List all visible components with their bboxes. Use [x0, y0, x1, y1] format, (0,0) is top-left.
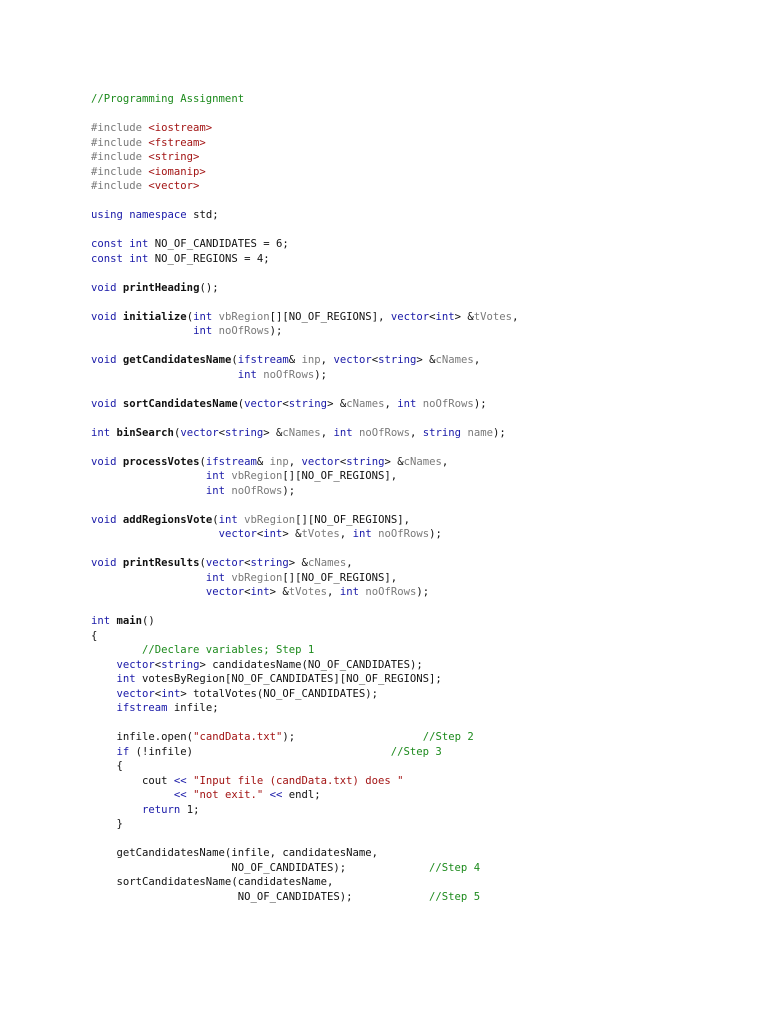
code-line: [91, 716, 518, 731]
parameter-name: name: [467, 426, 493, 439]
function-name: addRegionsVote: [122, 513, 213, 526]
parameter-name: cNames: [282, 426, 321, 439]
parameter-name: noOfRows: [263, 368, 315, 381]
code-text: <: [429, 310, 436, 323]
code-comment: //Declare variables; Step 1: [142, 644, 315, 656]
function-name: sortCandidatesName: [122, 397, 238, 410]
code-text: <: [371, 354, 379, 366]
code-text: ,: [473, 354, 481, 366]
code-text: (: [186, 310, 194, 323]
code-line: [91, 223, 518, 238]
keyword: int: [339, 586, 359, 598]
code-line: [91, 165, 518, 180]
keyword: int: [333, 426, 353, 439]
code-line: [91, 788, 518, 803]
code-text: > &: [416, 354, 436, 366]
code-text: > &: [263, 426, 283, 439]
code-line: [91, 107, 518, 122]
code-text: [91, 789, 174, 801]
operator: <<: [173, 774, 187, 787]
code-text: <: [218, 426, 225, 439]
code-text: <: [256, 528, 264, 540]
code-comment: //Step 4: [429, 861, 481, 874]
keyword: vector: [205, 557, 245, 569]
string-literal: "not exit.": [193, 789, 264, 801]
code-comment: //Step 2: [422, 731, 474, 743]
code-text: (): [142, 615, 155, 627]
code-text: NO_OF_CANDIDATES = 6;: [148, 238, 289, 250]
keyword: void: [91, 455, 117, 468]
code-line: [91, 353, 518, 368]
code-line: [91, 701, 518, 716]
code-text: > &: [454, 310, 474, 323]
operator: <<: [269, 789, 283, 801]
string-literal: "candData.txt": [193, 731, 283, 743]
code-line: [91, 121, 518, 136]
code-text: [91, 325, 193, 337]
code-text: {: [91, 760, 123, 772]
code-text: ,: [320, 426, 334, 439]
keyword: ifstream: [205, 455, 257, 468]
code-text: NO_OF_REGIONS = 4;: [148, 252, 270, 265]
code-text: (: [237, 397, 245, 410]
keyword: void: [91, 397, 117, 410]
keyword: using: [91, 209, 123, 221]
code-text: );: [429, 528, 442, 540]
code-text: (: [212, 513, 219, 526]
code-text: <: [339, 455, 347, 468]
code-line: [91, 513, 518, 528]
code-line: [91, 397, 518, 412]
code-text: (: [173, 426, 181, 439]
header-name: <iomanip>: [148, 165, 206, 178]
keyword: int: [205, 470, 225, 482]
code-text: );: [282, 484, 296, 497]
parameter-name: tVotes: [301, 528, 340, 540]
code-line: [91, 208, 518, 223]
code-text: (!infile): [129, 745, 391, 758]
keyword: void: [91, 310, 117, 323]
code-text: std;: [186, 209, 219, 221]
keyword: int: [205, 571, 225, 584]
parameter-name: noOfRows: [231, 484, 283, 497]
parameter-name: tVotes: [473, 310, 513, 323]
code-comment: //Step 5: [429, 890, 481, 903]
code-text: <: [244, 586, 251, 598]
code-line: [91, 542, 518, 557]
code-text: NO_OF_CANDIDATES);: [91, 861, 430, 874]
code-text: ,: [410, 426, 423, 439]
preprocessor-directive: #include: [91, 122, 149, 134]
keyword: int: [263, 528, 283, 540]
code-line: [91, 382, 518, 397]
code-text: [91, 688, 117, 700]
code-text: [91, 746, 117, 758]
keyword: int: [397, 397, 417, 410]
code-text: getCandidatesName(infile, candidatesName,: [91, 847, 379, 859]
code-line: [91, 745, 518, 760]
keyword: vector: [180, 426, 219, 439]
code-line: [91, 527, 518, 542]
code-text: <: [154, 687, 162, 700]
keyword: return: [142, 803, 181, 816]
code-text: [91, 673, 117, 685]
code-text: <: [154, 658, 162, 671]
code-line: [91, 774, 518, 789]
code-line: [91, 571, 518, 586]
keyword: int: [116, 673, 136, 685]
preprocessor-directive: #include: [91, 151, 149, 163]
keyword: ifstream: [237, 354, 289, 366]
code-text: [][NO_OF_REGIONS],: [282, 470, 398, 482]
code-text: (: [199, 557, 206, 569]
code-text: ,: [346, 557, 353, 569]
operator: <<: [173, 789, 187, 801]
code-text: [][NO_OF_REGIONS],: [282, 571, 398, 584]
preprocessor-directive: #include: [91, 136, 149, 149]
keyword: string: [225, 426, 264, 439]
code-text: <: [244, 557, 251, 569]
parameter-name: noOfRows: [365, 586, 417, 598]
code-text: > &: [384, 455, 404, 468]
keyword: vector: [244, 397, 283, 410]
code-line: [91, 498, 518, 513]
parameter-name: vbRegion: [244, 513, 296, 526]
parameter-name: inp: [301, 354, 321, 366]
parameter-name: noOfRows: [359, 426, 411, 439]
code-line: [91, 730, 518, 745]
keyword: vector: [333, 354, 372, 366]
code-text: );: [473, 397, 487, 410]
string-literal: "Input file (candData.txt) does ": [193, 774, 404, 787]
keyword: string: [378, 354, 417, 366]
code-line: [91, 136, 518, 151]
keyword: int: [237, 368, 257, 381]
keyword: int: [218, 513, 238, 526]
keyword: string: [250, 557, 289, 569]
code-line: [91, 861, 518, 876]
parameter-name: tVotes: [288, 586, 328, 598]
code-line: [91, 600, 518, 615]
code-line: [91, 658, 518, 673]
code-line: [91, 672, 518, 687]
code-line: [91, 252, 518, 267]
keyword: vector: [205, 586, 245, 598]
keyword: const: [91, 238, 123, 250]
keyword: ifstream: [116, 702, 168, 714]
code-line: [91, 266, 518, 281]
keyword: int: [193, 310, 213, 323]
keyword: void: [91, 354, 117, 366]
header-name: <string>: [148, 151, 200, 163]
keyword: string: [346, 455, 385, 468]
keyword: int: [129, 238, 149, 250]
code-text: ,: [320, 354, 334, 366]
code-line: [91, 310, 518, 325]
function-name: getCandidatesName: [122, 354, 232, 366]
code-line: [91, 556, 518, 571]
code-text: > &: [288, 557, 308, 569]
keyword: int: [250, 586, 270, 598]
code-text: ();: [199, 281, 219, 294]
code-text: (: [231, 354, 238, 366]
code-line: [91, 440, 518, 455]
code-line: [91, 150, 518, 165]
code-text: &: [256, 455, 270, 468]
code-text: ,: [384, 397, 398, 410]
code-line: [91, 832, 518, 847]
code-line: [91, 368, 518, 383]
preprocessor-directive: #include: [91, 165, 149, 178]
code-text: [91, 804, 142, 816]
code-text: > &: [269, 586, 289, 598]
code-text: [91, 659, 117, 671]
code-line: [91, 295, 518, 310]
code-line: [91, 281, 518, 296]
code-text: (: [199, 455, 206, 468]
keyword: string: [161, 658, 200, 671]
code-listing: [91, 92, 518, 904]
code-line: [91, 484, 518, 499]
keyword: int: [435, 310, 455, 323]
keyword: if: [116, 745, 130, 758]
code-line: [91, 687, 518, 702]
keyword: int: [129, 252, 149, 265]
code-line: [91, 759, 518, 774]
parameter-name: noOfRows: [422, 397, 474, 410]
code-line: [91, 614, 518, 629]
code-text: [91, 586, 206, 598]
code-line: [91, 194, 518, 209]
code-text: [91, 702, 117, 714]
code-text: [91, 470, 206, 482]
keyword: int: [205, 484, 225, 497]
code-comment: //Step 3: [390, 745, 442, 758]
function-name: printResults: [122, 557, 200, 569]
code-text: 1;: [180, 803, 200, 816]
code-text: ,: [327, 586, 340, 598]
code-text: ,: [441, 455, 449, 468]
code-text: [][NO_OF_REGIONS],: [295, 513, 410, 526]
keyword: vector: [116, 658, 155, 671]
code-text: );: [492, 426, 506, 439]
keyword: namespace: [129, 209, 187, 221]
function-name: main: [116, 615, 143, 627]
code-text: );: [314, 368, 328, 381]
keyword: void: [91, 557, 117, 569]
keyword: int: [91, 426, 111, 439]
code-text: infile;: [167, 702, 219, 714]
code-text: sortCandidatesName(candidatesName,: [91, 876, 334, 888]
function-name: printHeading: [122, 281, 200, 294]
keyword: vector: [390, 310, 430, 323]
code-text: );: [416, 586, 430, 598]
code-text: [91, 485, 206, 497]
header-name: <vector>: [148, 180, 200, 192]
code-text: ,: [288, 455, 302, 468]
code-comment: //Programming Assignment: [91, 93, 245, 105]
keyword: vector: [218, 528, 257, 540]
code-text: [91, 572, 206, 584]
code-text: cout: [91, 774, 174, 787]
code-line: [91, 875, 518, 890]
code-line: [91, 455, 518, 470]
code-line: [91, 803, 518, 818]
parameter-name: cNames: [403, 455, 442, 468]
code-text: [][NO_OF_REGIONS],: [269, 310, 391, 323]
code-text: &: [288, 354, 302, 366]
code-text: > &: [282, 528, 302, 540]
code-text: );: [282, 731, 423, 743]
code-text: }: [91, 818, 123, 830]
parameter-name: vbRegion: [231, 571, 283, 584]
code-text: [91, 644, 142, 656]
code-line: [91, 890, 518, 905]
code-line: [91, 846, 518, 861]
function-name: binSearch: [116, 426, 174, 439]
code-line: [91, 629, 518, 644]
keyword: string: [422, 426, 462, 439]
code-text: [91, 369, 238, 381]
code-text: infile.open(: [91, 731, 194, 743]
code-text: );: [269, 325, 283, 337]
keyword: vector: [116, 687, 155, 700]
code-text: endl;: [282, 789, 321, 801]
keyword: int: [352, 528, 372, 540]
keyword: int: [91, 615, 111, 627]
code-line: [91, 643, 518, 658]
code-line: [91, 92, 518, 107]
keyword: string: [288, 397, 328, 410]
code-text: NO_OF_CANDIDATES);: [91, 890, 430, 903]
keyword: int: [193, 325, 213, 337]
keyword: void: [91, 513, 117, 526]
code-text: > totalVotes(NO_OF_CANDIDATES);: [180, 687, 379, 700]
code-text: votesByRegion[NO_OF_CANDIDATES][NO_OF_REGIONS];: [135, 673, 442, 685]
parameter-name: vbRegion: [218, 310, 270, 323]
parameter-name: cNames: [307, 557, 347, 569]
header-name: <iostream>: [148, 122, 213, 134]
code-line: [91, 585, 518, 600]
code-text: ,: [512, 310, 519, 323]
code-line: [91, 426, 518, 441]
code-line: [91, 237, 518, 252]
code-line: [91, 179, 518, 194]
code-line: [91, 339, 518, 354]
preprocessor-directive: #include: [91, 180, 149, 192]
code-text: <: [282, 397, 289, 410]
parameter-name: noOfRows: [378, 528, 430, 540]
code-line: [91, 324, 518, 339]
parameter-name: cNames: [435, 354, 474, 366]
keyword: vector: [301, 455, 340, 468]
code-line: [91, 817, 518, 832]
keyword: const: [91, 252, 123, 265]
parameter-name: vbRegion: [231, 470, 283, 482]
header-name: <fstream>: [148, 136, 206, 149]
parameter-name: noOfRows: [218, 325, 270, 337]
code-text: > candidatesName(NO_OF_CANDIDATES);: [199, 658, 423, 671]
code-text: > &: [327, 397, 347, 410]
function-name: processVotes: [122, 455, 200, 468]
code-text: {: [91, 629, 98, 642]
parameter-name: inp: [269, 455, 289, 468]
function-name: initialize: [122, 310, 187, 323]
parameter-name: cNames: [346, 397, 385, 410]
code-line: [91, 469, 518, 484]
code-line: [91, 411, 518, 426]
keyword: int: [161, 687, 181, 700]
code-text: [91, 528, 219, 540]
code-text: ,: [339, 528, 353, 540]
keyword: void: [91, 281, 117, 294]
